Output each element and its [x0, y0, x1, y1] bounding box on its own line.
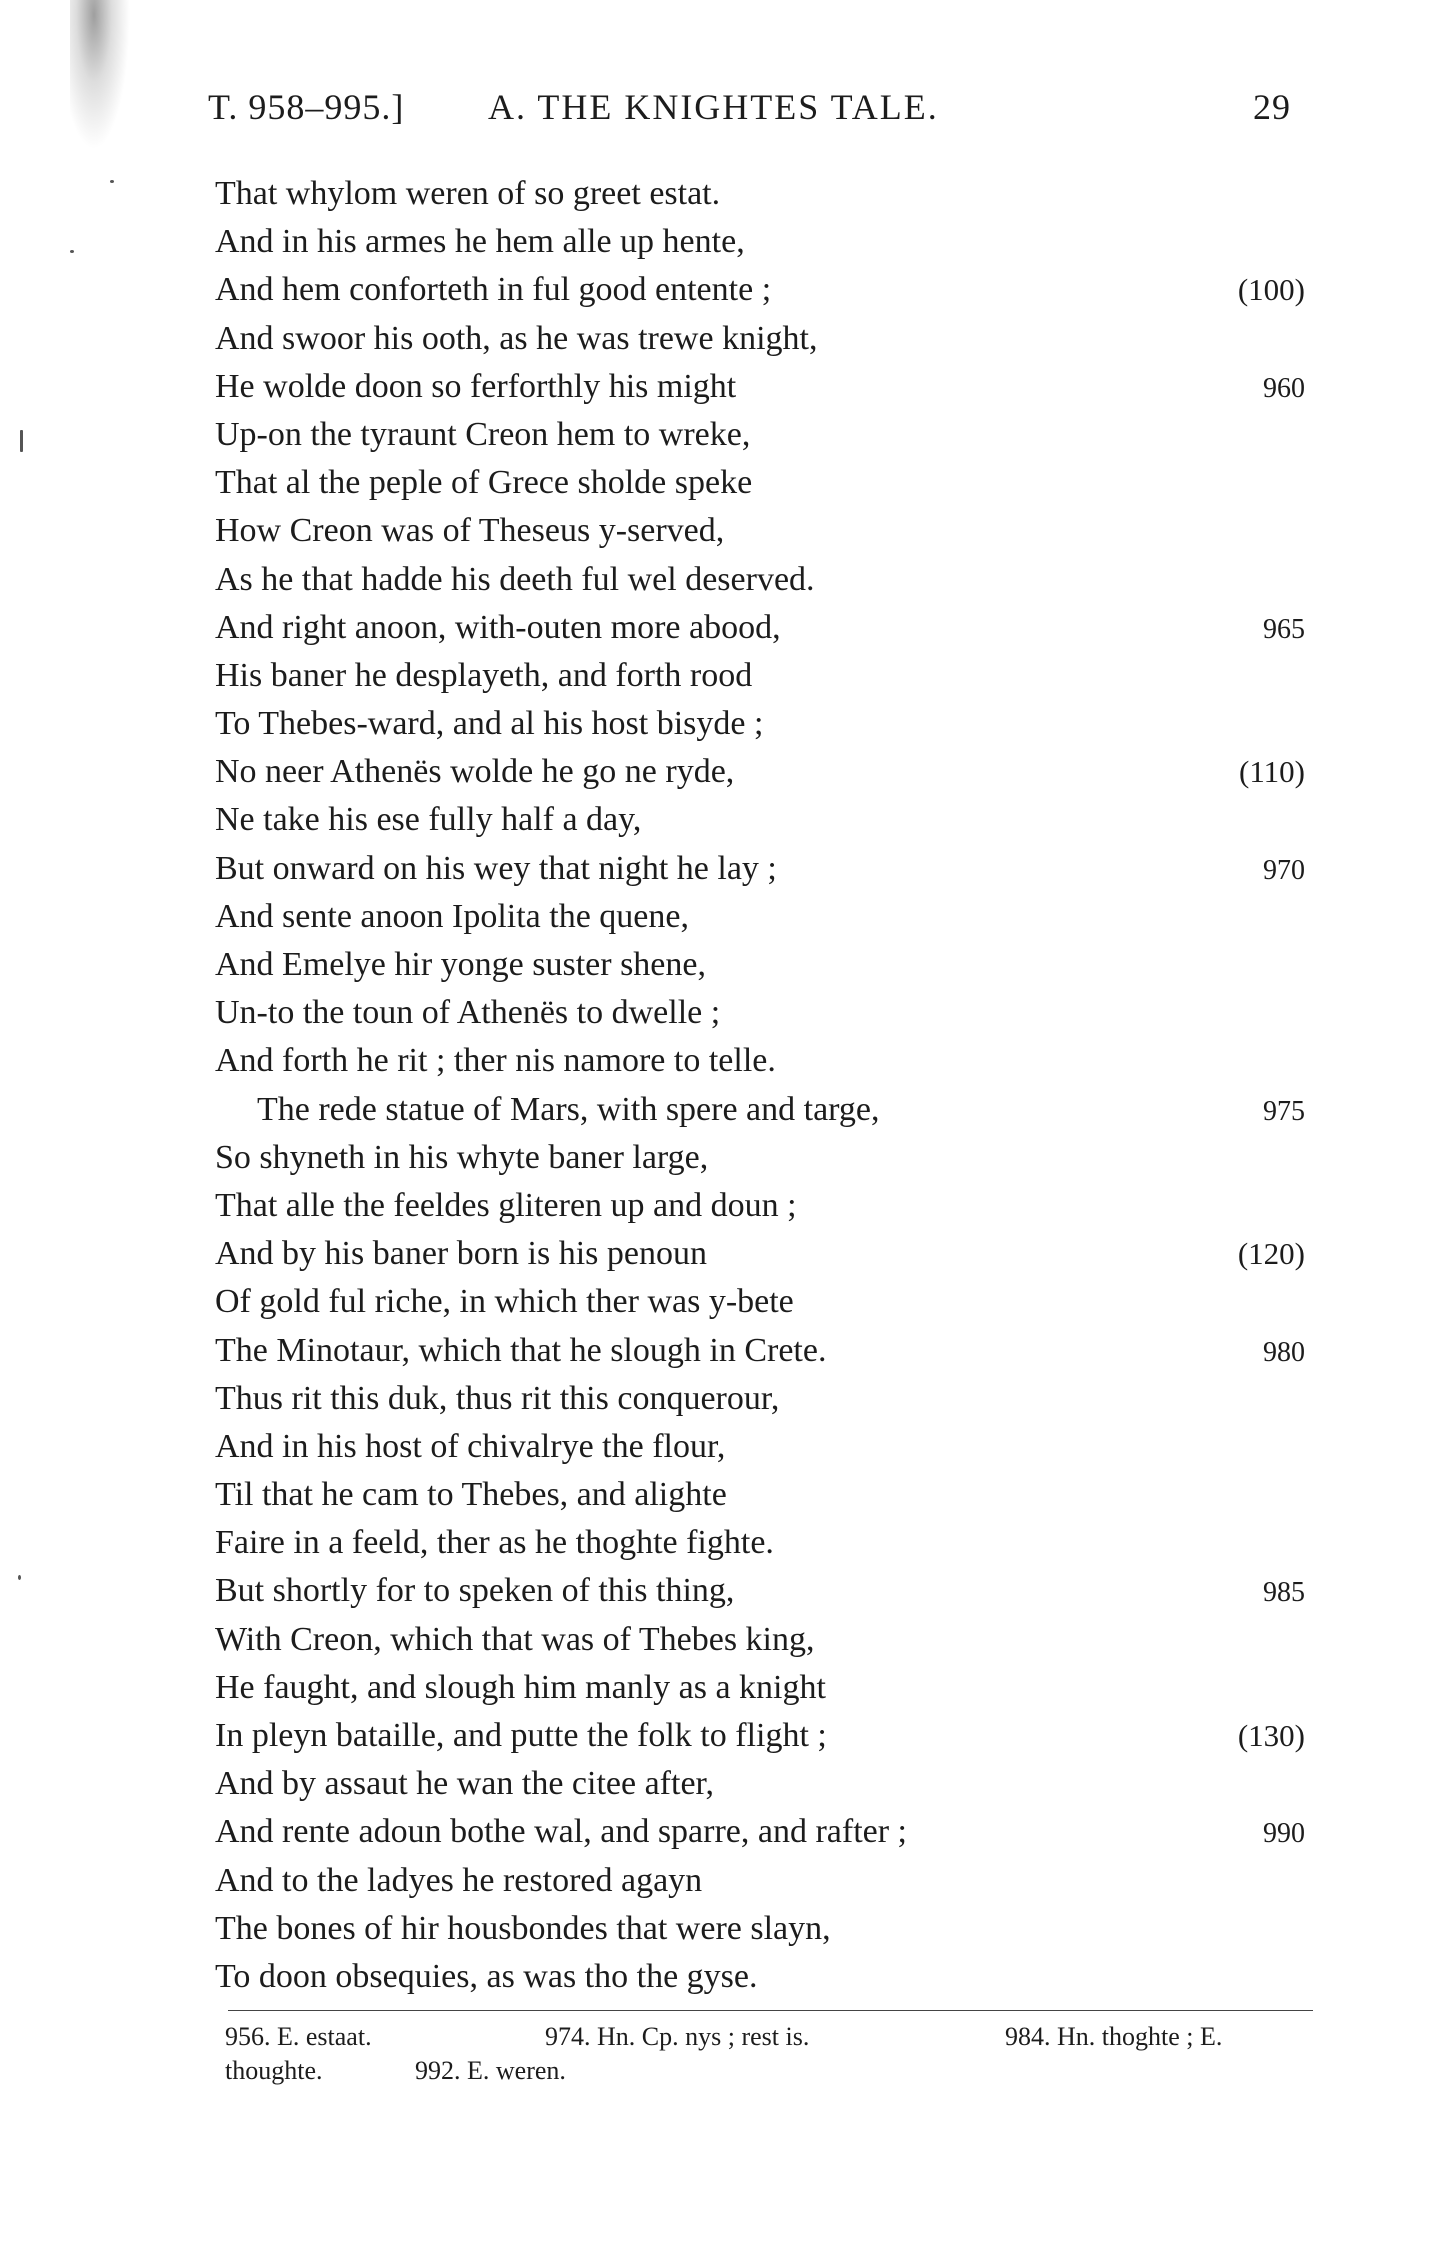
ink-speck	[20, 430, 23, 452]
poem-line	[215, 941, 1325, 989]
poem-line-text: With Creon, which that was of Thebes king,	[215, 1620, 815, 1658]
line-number: (110)	[1239, 754, 1305, 790]
ink-speck	[110, 180, 114, 183]
line-number: 990	[1263, 1818, 1305, 1850]
poem-line-text: In pleyn bataille, and putte the folk to flight ;	[215, 1717, 827, 1754]
poem-line-text: And sente anoon Ipolita the quene,	[215, 897, 689, 935]
footnote-row	[225, 2020, 1325, 2054]
poem-line-text: The Minotaur, which that he slough in Crete.	[215, 1331, 827, 1369]
line-range: T. 958–995.]	[208, 87, 405, 127]
poem-line	[215, 1905, 1325, 1953]
poem-line-text: And in his armes he hem alle up hente,	[215, 223, 745, 261]
line-number: 980	[1263, 1336, 1305, 1368]
poem-line-text: And hem conforteth in ful good entente ;	[215, 271, 772, 309]
poem-line	[215, 1953, 1325, 2001]
footnote-row	[225, 2054, 1325, 2088]
poem-line	[215, 1327, 1325, 1375]
poem-line-text: And in his host of chivalrye the flour,	[215, 1427, 726, 1465]
poem-line-text: That al the peple of Grece sholde speke	[215, 464, 753, 502]
ink-speck	[18, 1575, 21, 1580]
poem-line-text: The bones of hir housbondes that were slayn,	[215, 1909, 831, 1947]
poem-line	[215, 218, 1325, 266]
poem-line-text: Til that he cam to Thebes, and alighte	[215, 1476, 727, 1514]
footnotes	[225, 2020, 1325, 2088]
line-number: 960	[1263, 372, 1305, 404]
running-header	[208, 86, 1308, 136]
poem-text	[215, 170, 1325, 2001]
line-number: (120)	[1237, 1236, 1305, 1272]
poem-line	[215, 1857, 1325, 1905]
poem-line-text: That whylom weren of so greet estat.	[215, 175, 721, 212]
poem-line-text: How Creon was of Theseus y-served,	[215, 512, 725, 550]
poem-line-text: But onward on his wey that night he lay ;	[215, 849, 777, 887]
line-number: (130)	[1237, 1718, 1305, 1753]
line-number: 970	[1263, 854, 1305, 886]
poem-line	[215, 170, 1325, 218]
poem-line-text: To doon obsequies, as was tho the gyse.	[215, 1957, 758, 1995]
poem-line	[215, 556, 1325, 604]
poem-line	[215, 1182, 1325, 1230]
poem-line-text: And right anoon, with-outen more abood,	[215, 608, 781, 646]
ink-speck	[70, 250, 74, 253]
poem-line-text: To Thebes-ward, and al his host bisyde ;	[215, 705, 764, 743]
poem-line	[215, 1616, 1325, 1664]
poem-line-text: As he that hadde his deeth ful wel deserved.	[215, 560, 815, 598]
line-number: 965	[1263, 613, 1305, 645]
poem-line-text: But shortly for to speken of this thing,	[215, 1572, 735, 1610]
poem-line	[215, 989, 1325, 1037]
poem-line	[215, 604, 1325, 652]
line-number: 975	[1263, 1095, 1305, 1127]
poem-line-text: And to the ladyes he restored agayn	[215, 1861, 703, 1899]
page-number: 29	[1253, 87, 1291, 127]
poem-line-text: Thus rit this duk, thus rit this conquerour,	[215, 1379, 780, 1417]
poem-line-text: He faught, and slough him manly as a knight	[215, 1668, 826, 1706]
poem-line	[215, 748, 1325, 796]
poem-line-text: So shyneth in his whyte baner large,	[215, 1138, 709, 1176]
poem-line	[215, 363, 1325, 411]
poem-line	[215, 700, 1325, 748]
page-title: A. THE KNIGHTES TALE.	[488, 87, 939, 127]
footnote-rule	[228, 2010, 1313, 2011]
poem-line-text: And forth he rit ; ther nis namore to telle.	[215, 1042, 776, 1080]
footnote-956: 956. E. estaat.	[225, 2022, 372, 2051]
poem-line	[215, 1664, 1325, 1712]
poem-line	[215, 1760, 1325, 1808]
poem-line-text: And by his baner born is his penoun	[215, 1235, 708, 1273]
poem-line-text: And Emelye hir yonge suster shene,	[215, 946, 706, 983]
footnote-984: 984. Hn. thoghte ; E.	[1005, 2022, 1223, 2051]
page-smudge	[70, 0, 130, 150]
line-number: (100)	[1237, 272, 1305, 308]
footnote-992: 992. E. weren.	[415, 2056, 566, 2085]
poem-line	[215, 1712, 1325, 1760]
poem-line	[215, 1423, 1325, 1471]
poem-line	[215, 1567, 1325, 1615]
poem-line-text: Ne take his ese fully half a day,	[215, 801, 642, 839]
poem-line	[215, 1375, 1325, 1423]
poem-line	[215, 459, 1325, 507]
poem-line-text: And by assaut he wan the citee after,	[215, 1765, 714, 1803]
poem-line-text: His baner he desplayeth, and forth rood	[215, 656, 753, 694]
poem-line	[215, 1086, 1325, 1134]
poem-line	[215, 1471, 1325, 1519]
poem-line	[215, 1808, 1325, 1856]
line-number: 985	[1263, 1577, 1305, 1609]
poem-line	[215, 507, 1325, 555]
poem-line	[215, 315, 1325, 363]
poem-line-text: He wolde doon so ferforthly his might	[215, 367, 737, 405]
poem-line	[215, 1037, 1325, 1085]
poem-line	[215, 796, 1325, 844]
poem-line	[215, 893, 1325, 941]
footnote-continuation: thoughte.	[225, 2056, 323, 2085]
poem-line	[215, 652, 1325, 700]
poem-line-text: Un-to the toun of Athenës to dwelle ;	[215, 994, 721, 1032]
footnote-974: 974. Hn. Cp. nys ; rest is.	[545, 2022, 810, 2051]
poem-line	[215, 845, 1325, 893]
poem-line	[215, 1278, 1325, 1326]
poem-line-text: The rede statue of Mars, with spere and targe,	[257, 1090, 880, 1128]
poem-line-text: Of gold ful riche, in which ther was y-bete	[215, 1283, 794, 1321]
poem-line-text: And rente adoun bothe wal, and sparre, and rafter ;	[215, 1813, 908, 1851]
poem-line-text: That alle the feeldes gliteren up and doun ;	[215, 1186, 797, 1224]
poem-line-text: Up-on the tyraunt Creon hem to wreke,	[215, 415, 751, 453]
poem-line-text: And swoor his ooth, as he was trewe knight,	[215, 319, 818, 357]
poem-line-text: Faire in a feeld, ther as he thoghte fighte.	[215, 1524, 774, 1562]
poem-line	[215, 1519, 1325, 1567]
poem-line	[215, 411, 1325, 459]
poem-line-text: No neer Athenës wolde he go ne ryde,	[215, 753, 735, 791]
poem-line	[215, 266, 1325, 314]
poem-line	[215, 1134, 1325, 1182]
poem-line	[215, 1230, 1325, 1278]
